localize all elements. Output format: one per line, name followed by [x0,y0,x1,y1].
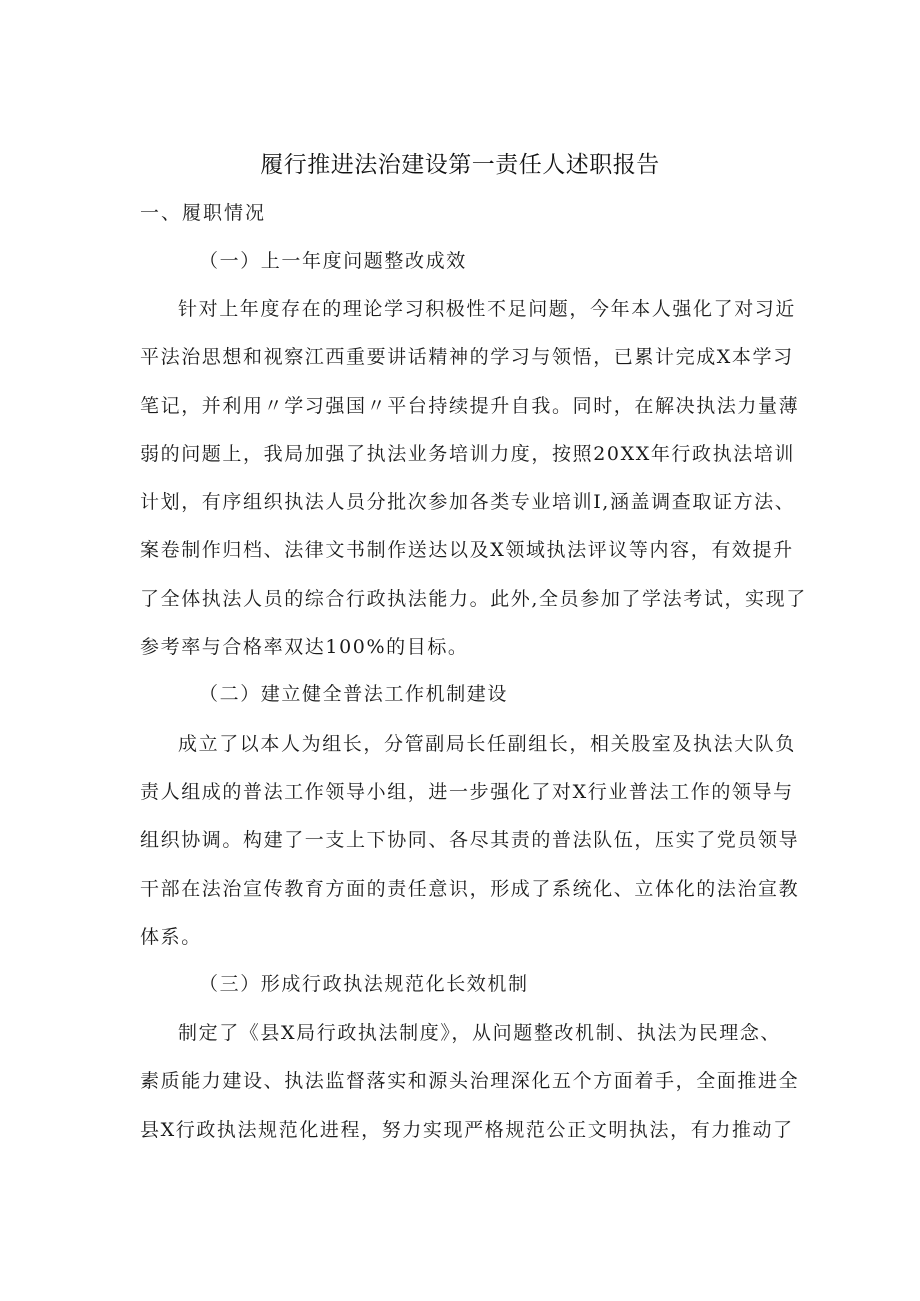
paragraph-2-line: 组织协调。构建了一支上下协同、各尽其责的普法队伍，压实了党员领导 [140,829,800,851]
paragraph-2-line: 成立了以本人为组长，分管副局长任副组长，相关股室及执法大队负 [178,733,797,755]
paragraph-1-line: 了全体执法人员的综合行政执法能力。此外,全员参加了学法考试，实现了 [140,588,807,610]
paragraph-3-line: 制定了《县X局行政执法制度》，从问题整改机制、执法为民理念、 [178,1022,782,1044]
paragraph-2-line: 体系。 [140,926,202,948]
paragraph-1-line: 案卷制作归档、法律文书制作送达以及X领域执法评议等内容，有效提升 [140,539,794,561]
subsection-heading-3: （三）形成行政执法规范化长效机制 [199,973,529,995]
document-title: 履行推进法治建设第一责任人述职报告 [260,152,660,178]
paragraph-3-line: 素质能力建设、执法监督落实和源头治理深化五个方面着手，全面推进全 [140,1070,800,1092]
paragraph-3-line: 县X行政执法规范化进程，努力实现严格规范公正文明执法，有力推动了 [140,1119,794,1141]
paragraph-1-line: 笔记，并利用〃学习强国〃平台持续提升自我。同时，在解决执法力量薄 [140,395,800,417]
subsection-heading-1: （一）上一年度问题整改成效 [199,250,467,272]
paragraph-1-line: 参考率与合格率双达100%的目标。 [140,636,469,658]
paragraph-1-line: 弱的问题上，我局加强了执法业务培训力度，按照20XX年行政执法培训 [140,443,796,465]
subsection-heading-2: （二）建立健全普法工作机制建设 [199,683,509,705]
paragraph-1-line: 针对上年度存在的理论学习积极性不足问题，今年本人强化了对习近 [178,298,797,320]
paragraph-1-line: 计划，有序组织执法人员分批次参加各类专业培训I,涵盖调查取证方法、 [140,491,796,513]
section-heading: 一、履职情况 [140,202,267,224]
paragraph-2-line: 干部在法治宣传教育方面的责任意识，形成了系统化、立体化的法治宣教 [140,878,800,900]
paragraph-2-line: 责人组成的普法工作领导小组，进一步强化了对X行业普法工作的领导与 [140,781,794,803]
paragraph-1-line: 平法治思想和视察江西重要讲话精神的学习与领悟，已累计完成X本学习 [140,346,794,368]
